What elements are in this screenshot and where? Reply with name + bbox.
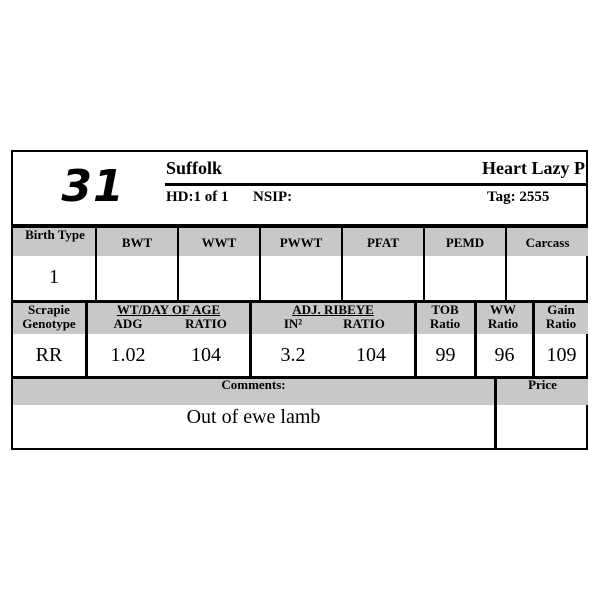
adj-ribeye-label: ADJ. RIBEYE [292,302,374,317]
header-divider [165,183,588,186]
adg-label: ADG [113,316,143,331]
ww-ratio-label: WW Ratio [487,302,519,331]
lamb-sale-card [11,150,588,450]
breed: Suffolk [166,158,223,178]
pwwt-label: PWWT [279,235,323,250]
ribeye-in2-value: 3.2 [280,344,306,366]
birth-type-label: Birth Type [25,227,85,242]
tob-ratio-value: 99 [435,344,456,366]
ribeye-in2-label: IN² [283,316,303,331]
lot-number: 31 [61,161,125,212]
carcass-label: Carcass [525,235,570,250]
scrapie-genotype-label: Scrapie Genotype [22,302,76,331]
pemd-label: PEMD [445,235,485,250]
ribeye-ratio-value: 104 [356,344,386,366]
gain-ratio-label: Gain Ratio [545,302,577,331]
birth-type-value: 1 [49,266,59,288]
adg-ratio-label: RATIO [185,316,227,331]
wt-day-of-age-label: WT/DAY OF AGE [116,302,221,317]
scrapie-genotype-value: RR [35,344,63,366]
ww-ratio-value: 96 [494,344,515,366]
adg-ratio-value: 104 [191,344,221,366]
adg-value: 1.02 [110,344,146,366]
tag-field: Tag: 2555 [487,189,550,205]
comments-value: Out of ewe lamb [186,406,321,428]
bwt-label: BWT [121,235,153,250]
hd-field: HD:1 of 1 [166,189,229,205]
comments-label: Comments: [221,377,286,392]
nsip-field: NSIP: [253,189,293,205]
tob-ratio-label: TOB Ratio [429,302,461,331]
price-label: Price [528,377,557,392]
gain-ratio-value: 109 [546,344,577,366]
ribeye-ratio-label: RATIO [343,316,385,331]
wwt-label: WWT [201,235,237,250]
farm-name: Heart Lazy P [482,158,585,178]
pfat-label: PFAT [366,235,399,250]
